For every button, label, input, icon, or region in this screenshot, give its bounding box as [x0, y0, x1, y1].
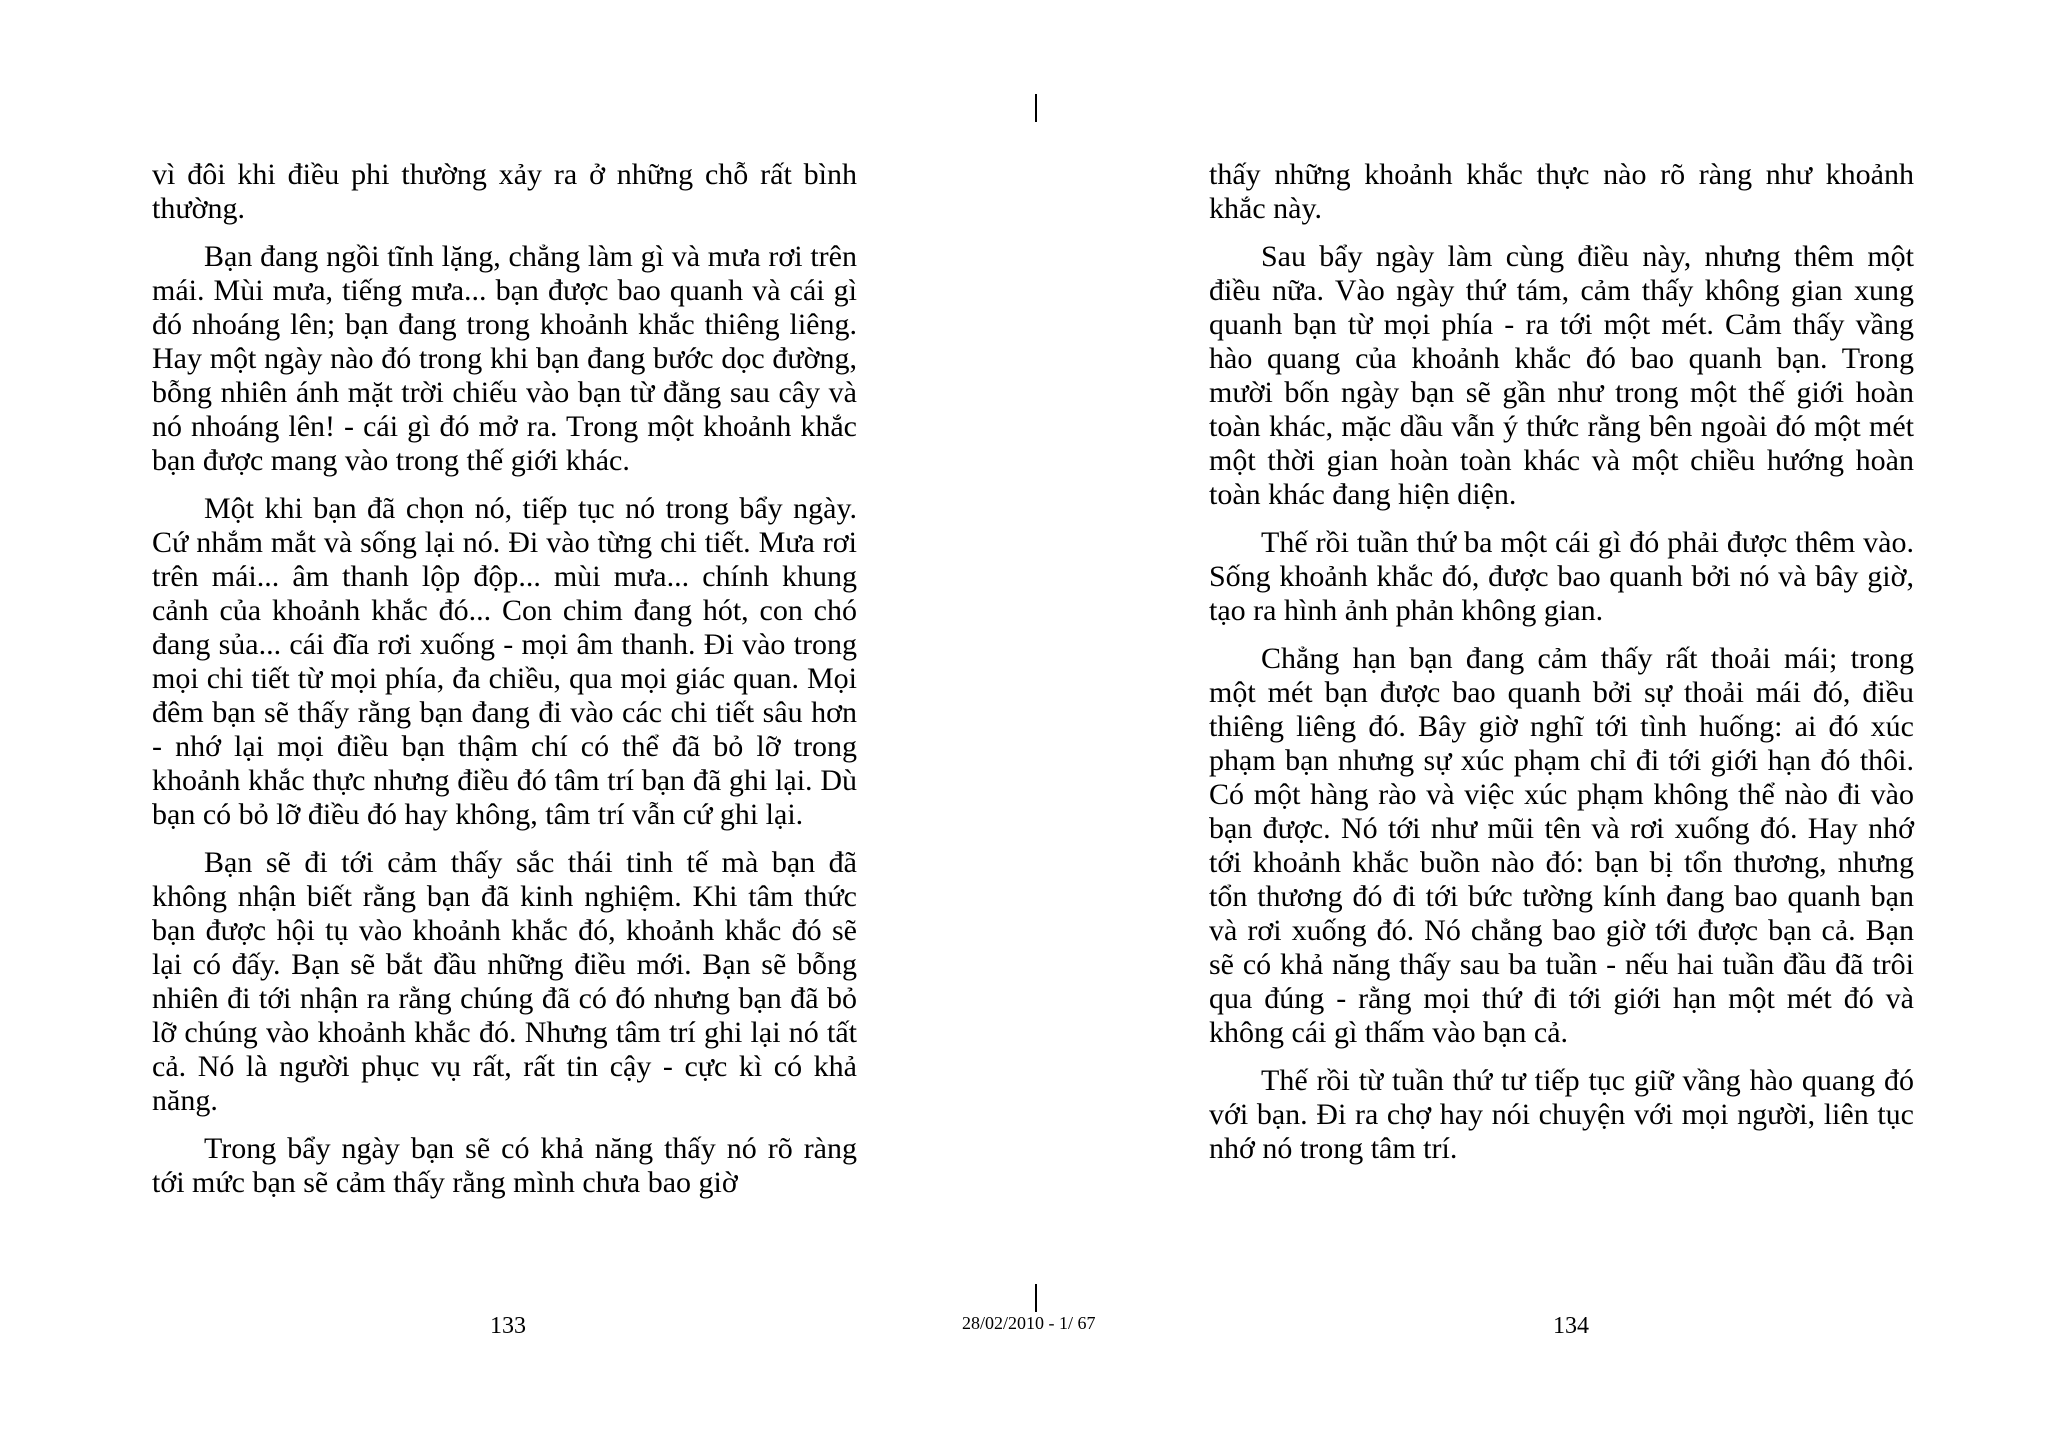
left-paragraph-4: Bạn sẽ đi tới cảm thấy sắc thái tinh tế mà bạn đã không nhận biết rằng bạn đã kinh nghiệm. Khi tâm thức bạn được hội tụ vào khoảnh khắc đó, khoảnh khắc đó sẽ lại có đấy. Bạn sẽ bắt đầu những điều mới. Bạn sẽ bỗng nhiên đi tới nhận ra rằng chúng đã có đó nhưng bạn đã bỏ lỡ chúng vào khoảnh khắc đó. Nhưng tâm trí ghi lại nó tất cả. Nó là người phục vụ rất, rất tin cậy - cực kì có khả năng.: [152, 846, 857, 1117]
left-paragraph-5: Trong bẩy ngày bạn sẽ có khả năng thấy nó rõ ràng tới mức bạn sẽ cảm thấy rằng mình chưa bao giờ: [152, 1132, 857, 1199]
left-page-number: 133: [490, 1313, 526, 1339]
left-page: [152, 158, 857, 1214]
bottom-divider-mark: [1035, 1284, 1037, 1312]
left-paragraph-3: Một khi bạn đã chọn nó, tiếp tục nó trong bẩy ngày. Cứ nhắm mắt và sống lại nó. Đi vào từng chi tiết. Mưa rơi trên mái... âm thanh lộp độp... mùi mưa... chính khung cảnh của khoảnh khắc đó... Con chim đang hót, con chó đang sủa... cái đĩa rơi xuống - mọi âm thanh. Đi vào trong mọi chi tiết từ mọi phía, đa chiều, qua mọi giác quan. Mọi đêm bạn sẽ thấy rằng bạn đang đi vào các chi tiết sâu hơn - nhớ lại mọi điều bạn thậm chí có thể đã bỏ lỡ trong khoảnh khắc thực nhưng điều đó tâm trí bạn đã ghi lại. Dù bạn có bỏ lỡ điều đó hay không, tâm trí vẫn cứ ghi lại.: [152, 492, 857, 831]
right-paragraph-2: Sau bẩy ngày làm cùng điều này, nhưng thêm một điều nữa. Vào ngày thứ tám, cảm thấy không gian xung quanh bạn từ mọi phía - ra tới một mét. Cảm thấy vầng hào quang của khoảnh khắc đó bao quanh bạn. Trong mười bốn ngày bạn sẽ gần như trong một thế giới hoàn toàn khác, mặc dầu vẫn ý thức rằng bên ngoài đó một mét một thời gian hoàn toàn khác và một chiều hướng hoàn toàn khác đang hiện diện.: [1209, 240, 1914, 511]
right-paragraph-5: Thế rồi từ tuần thứ tư tiếp tục giữ vầng hào quang đó với bạn. Đi ra chợ hay nói chuyện với mọi người, liên tục nhớ nó trong tâm trí.: [1209, 1064, 1914, 1165]
left-paragraph-1: vì đôi khi điều phi thường xảy ra ở những chỗ rất bình thường.: [152, 158, 857, 225]
footer-date: 28/02/2010 - 1/ 67: [962, 1313, 1096, 1333]
right-paragraph-4: Chẳng hạn bạn đang cảm thấy rất thoải mái; trong một mét bạn được bao quanh bởi sự thoải mái đó, điều thiêng liêng đó. Bây giờ nghĩ tới tình huống: ai đó xúc phạm bạn nhưng sự xúc phạm chỉ đi tới giới hạn đó thôi. Có một hàng rào và việc xúc phạm không thể nào đi vào bạn được. Nó tới như mũi tên và rơi xuống đó. Hay nhớ tới khoảnh khắc buồn nào đó: bạn bị tổn thương, nhưng tổn thương đó đi tới bức tường kính đang bao quanh bạn và rơi xuống đó. Nó chẳng bao giờ tới được bạn cả. Bạn sẽ có khả năng thấy sau ba tuần - nếu hai tuần đầu đã trôi qua đúng - rằng mọi thứ đi tới giới hạn một mét đó và không cái gì thấm vào bạn cả.: [1209, 642, 1914, 1049]
right-page-number: 134: [1553, 1313, 1589, 1339]
right-paragraph-3: Thế rồi tuần thứ ba một cái gì đó phải được thêm vào. Sống khoảnh khắc đó, được bao quanh bởi nó và bây giờ, tạo ra hình ảnh phản không gian.: [1209, 526, 1914, 627]
right-page: [1209, 158, 1914, 1180]
top-divider-mark: [1035, 94, 1037, 122]
left-paragraph-2: Bạn đang ngồi tĩnh lặng, chẳng làm gì và mưa rơi trên mái. Mùi mưa, tiếng mưa... bạn được bao quanh và cái gì đó nhoáng lên; bạn đang trong khoảnh khắc thiêng liêng. Hay một ngày nào đó trong khi bạn đang bước dọc đường, bỗng nhiên ánh mặt trời chiếu vào bạn từ đằng sau cây và nó nhoáng lên! - cái gì đó mở ra. Trong một khoảnh khắc bạn được mang vào trong thế giới khác.: [152, 240, 857, 477]
right-paragraph-1: thấy những khoảnh khắc thực nào rõ ràng như khoảnh khắc này.: [1209, 158, 1914, 225]
